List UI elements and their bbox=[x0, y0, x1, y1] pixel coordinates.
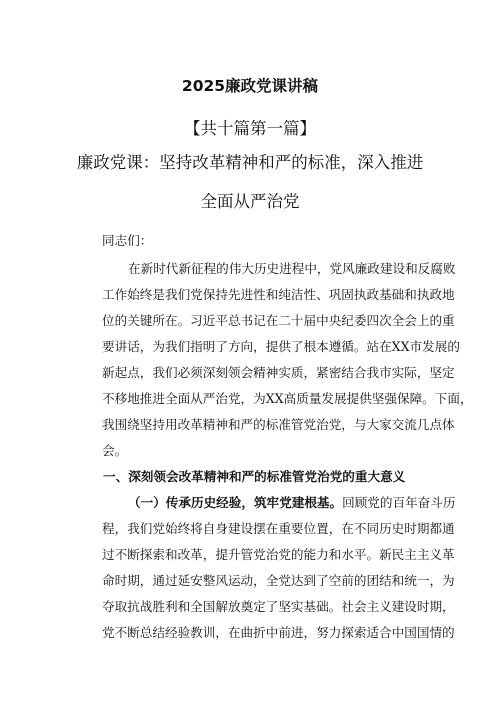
subsection-line: 过不断探索和改革，提升管党治党的能力和水平。新民主主义革 bbox=[102, 547, 455, 562]
subsection-heading: （一）传承历史经验，筑牢党建根基。 bbox=[128, 495, 343, 510]
subsection-line: 命时期，通过延安整风运动，全党达到了空前的团结和统一，为 bbox=[102, 573, 455, 588]
intro-line: 我围绕坚持用改革精神和严的标准管党治党，与大家交流几点体 bbox=[102, 417, 455, 432]
intro-line: 在新时代新征程的伟大历史进程中，党风廉政建设和反腐败 bbox=[128, 261, 456, 276]
document-title: 2025廉政党课讲稿 bbox=[181, 77, 319, 95]
subtitle-line-1: 廉政党课：坚持改革精神和严的标准，深入推进 bbox=[76, 153, 424, 172]
intro-line: 新起点，我们必须深刻领会精神实质，紧密结合我市实际，坚定 bbox=[102, 365, 455, 380]
subtitle-line-2: 全面从严治党 bbox=[200, 192, 300, 211]
greeting: 同志们： bbox=[102, 233, 153, 248]
section-heading: 一、深刻领会改革精神和严的标准管党治党的重大意义 bbox=[103, 469, 406, 484]
subsection-first-text: 回顾党的百年奋斗历 bbox=[342, 495, 456, 510]
intro-line: 工作始终是我们党保持先进性和纯洁性、巩固执政基础和执政地 bbox=[102, 287, 455, 302]
subsection-line: 党不断总结经验教训，在曲折中前进，努力探索适合中国国情的 bbox=[102, 625, 455, 640]
subsection-first-line bbox=[128, 492, 455, 511]
intro-line: 位的关键所在。习近平总书记在二十届中央纪委四次全会上的重 bbox=[102, 313, 455, 328]
subsection-line: 夺取抗战胜利和全国解放奠定了坚实基础。社会主义建设时期， bbox=[102, 599, 455, 614]
intro-line: 不移地推进全面从严治党，为XX高质量发展提供坚强保障。下面， bbox=[102, 391, 473, 406]
subsection-line: 程，我们党始终将自身建设摆在重要位置，在不同历史时期都通 bbox=[102, 521, 455, 536]
intro-line: 会。 bbox=[102, 443, 128, 458]
intro-line: 要讲话，为我们指明了方向，提供了根本遵循。站在XX市发展的 bbox=[102, 339, 460, 354]
series-label: 【共十篇第一篇】 bbox=[184, 119, 316, 138]
